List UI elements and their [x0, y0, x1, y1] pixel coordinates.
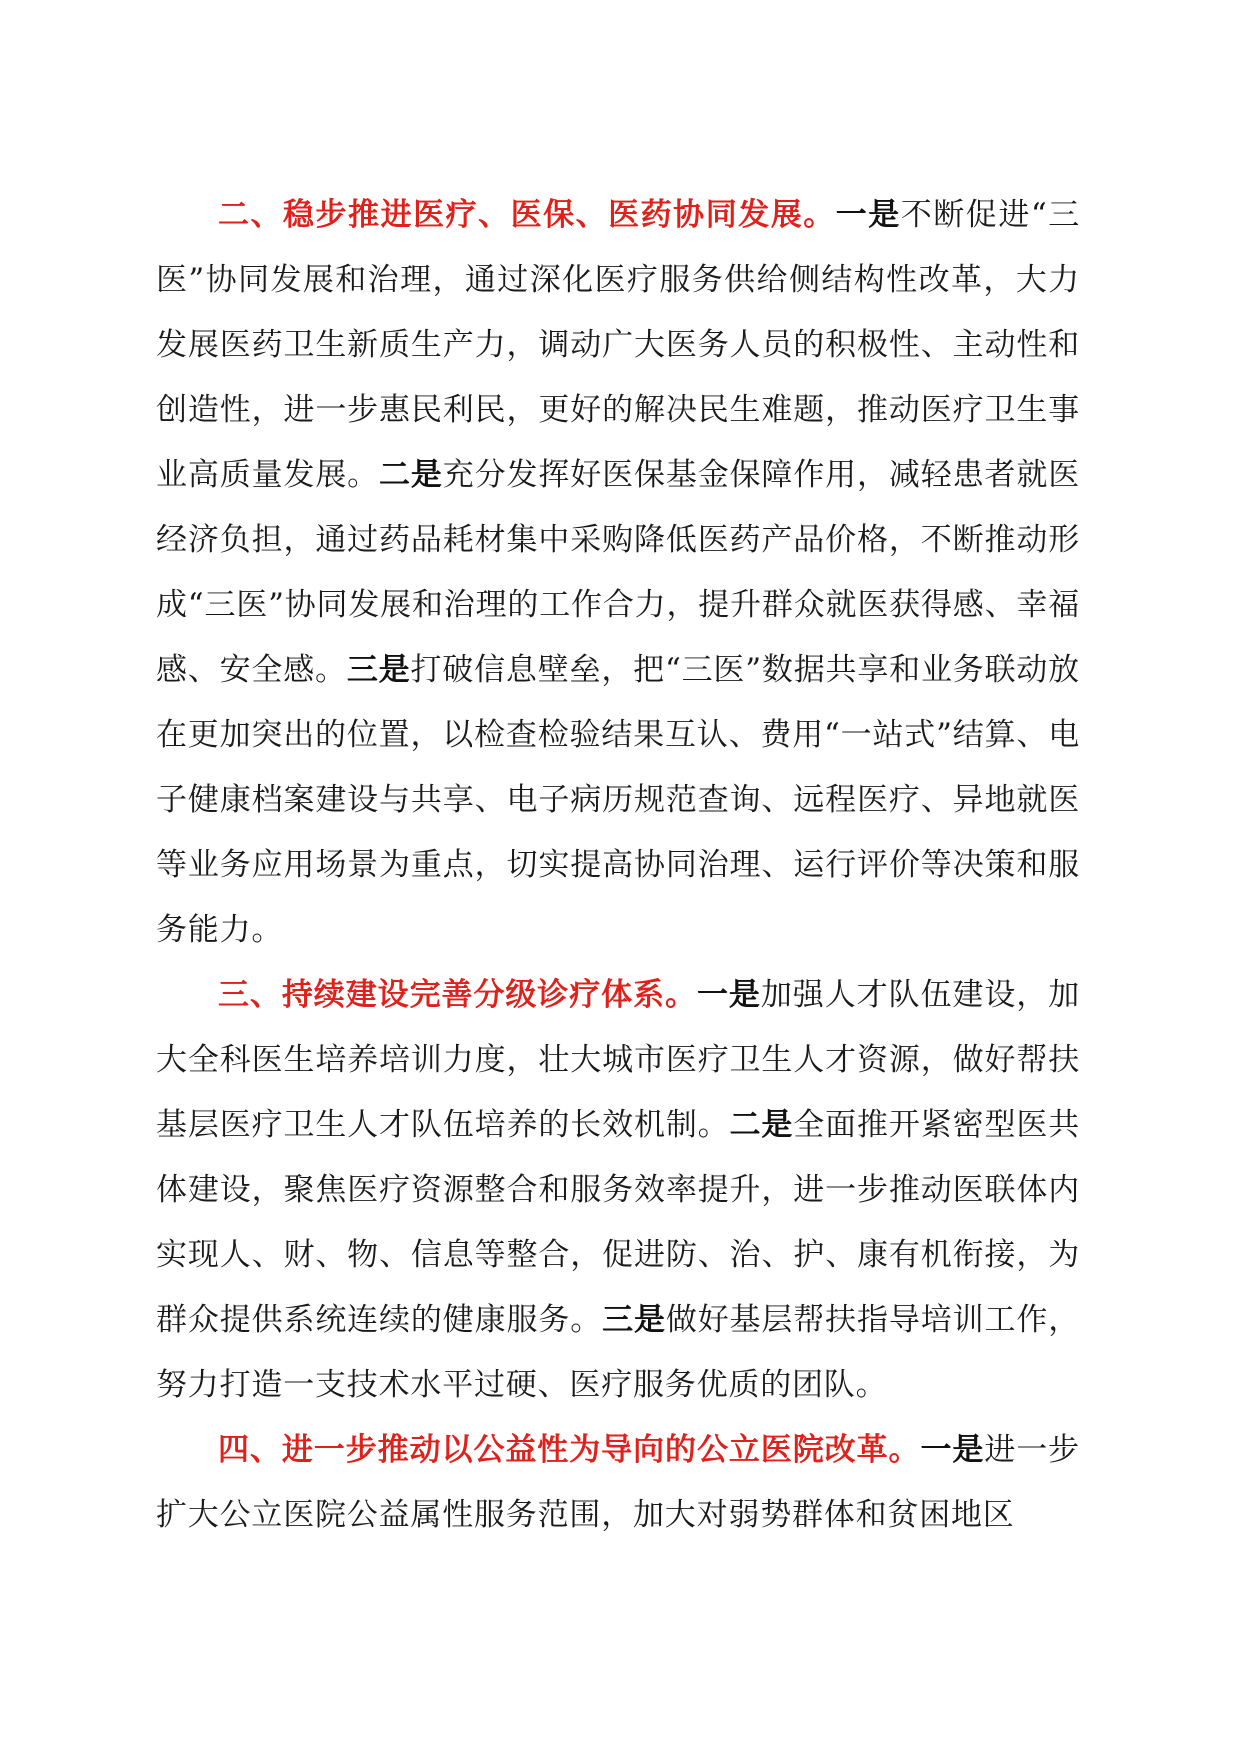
point-marker: 一是 — [835, 197, 901, 233]
point-text: 不断促进“三医”协同发展和治理，通过深化医疗服务供给侧结构性改革，大力发展医药卫生新质生产力，调动广大医务人员的积极性、主动性和创造性，进一步惠民利民，更好的解决民生难题，推动医疗卫生事业高质量发展。 — [156, 197, 1080, 493]
section-heading: 二、稳步推进医疗、医保、医药协同发展。 — [218, 197, 836, 233]
document-body — [156, 183, 1080, 1548]
paragraph-public-hospital-reform — [156, 1418, 1080, 1548]
point-text: 全面推开紧密型医共体建设，聚焦医疗资源整合和服务效率提升，进一步推动医联体内实现人、财、物、信息等整合，促进防、治、护、康有机衔接，为群众提供系统连续的健康服务。 — [156, 1107, 1080, 1338]
paragraph-tiered-diagnosis — [156, 963, 1080, 1418]
section-heading: 三、持续建设完善分级诊疗体系。 — [218, 977, 697, 1013]
paragraph-three-medical-coordination — [156, 183, 1080, 963]
point-text: 打破信息壁垒，把“三医”数据共享和业务联动放在更加突出的位置，以检查检验结果互认、费用“一站式”结算、电子健康档案建设与共享、电子病历规范查询、远程医疗、异地就医等业务应用场景为重点，切实提高协同治理、运行评价等决策和服务能力。 — [156, 652, 1080, 948]
point-text: 加强人才队伍建设，加大全科医生培养培训力度，壮大城市医疗卫生人才资源，做好帮扶基层医疗卫生人才队伍培养的长效机制。 — [156, 977, 1081, 1143]
point-marker: 三是 — [602, 1302, 666, 1338]
point-marker: 三是 — [346, 652, 411, 688]
point-text: 进一步扩大公立医院公益属性服务范围，加大对弱势群体和贫困地区 — [156, 1432, 1080, 1533]
point-marker: 二是 — [379, 457, 443, 493]
section-heading: 四、进一步推动以公益性为导向的公立医院改革。 — [218, 1432, 921, 1468]
point-marker: 二是 — [729, 1107, 794, 1143]
point-text: 做好基层帮扶指导培训工作，努力打造一支技术水平过硬、医疗服务优质的团队。 — [156, 1302, 1080, 1403]
point-marker: 一是 — [920, 1432, 985, 1468]
point-text: 充分发挥好医保基金保障作用，减轻患者就医经济负担，通过药品耗材集中采购降低医药产品价格，不断推动形成“三医”协同发展和治理的工作合力，提升群众就医获得感、幸福感、安全感。 — [156, 457, 1080, 688]
point-marker: 一是 — [696, 977, 761, 1013]
